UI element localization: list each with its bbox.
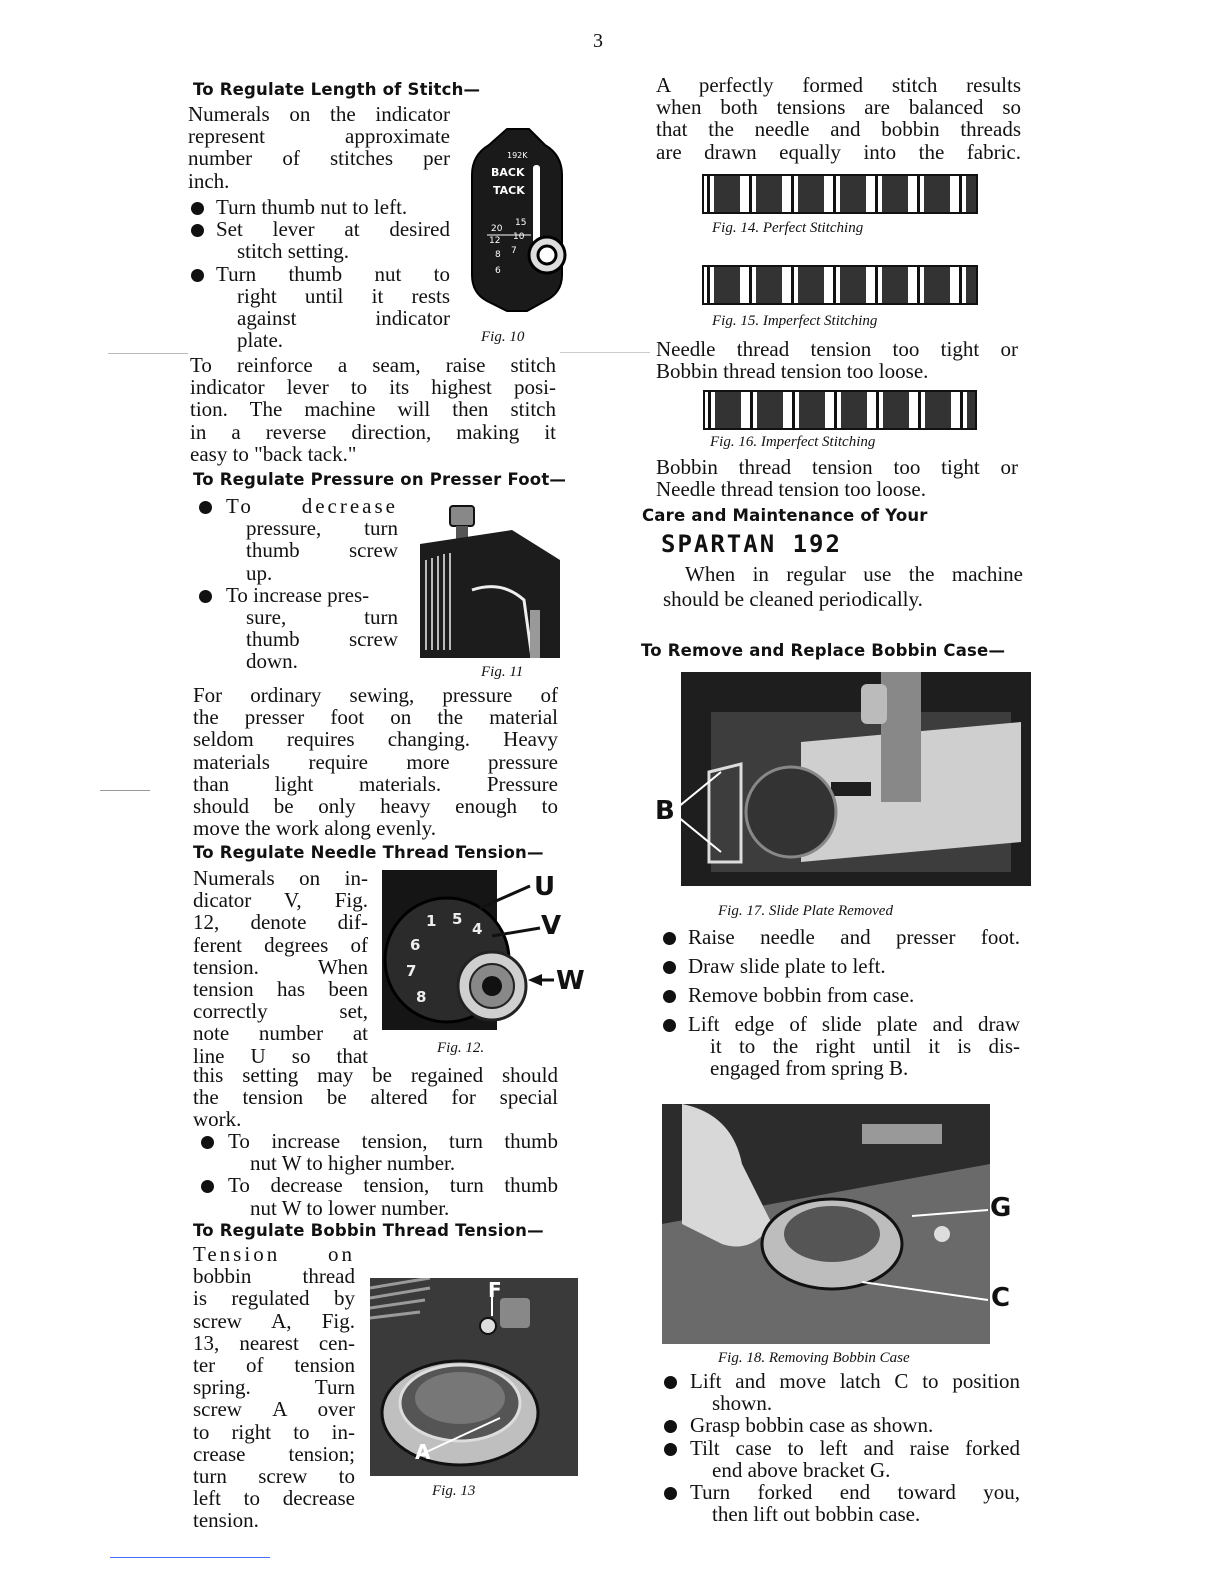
- text-line: Bobbin thread tension too loose.: [656, 359, 929, 384]
- fig13-label-a: A: [415, 1440, 431, 1464]
- bullet-item: [662, 1414, 1020, 1436]
- bullet-dot: [663, 1019, 676, 1032]
- fig11-presser-foot-image: [412, 500, 562, 658]
- bullet-dot: [663, 961, 676, 974]
- text-line: To increase tension, turn thumb: [228, 1129, 558, 1153]
- text-line: screw A over: [193, 1397, 355, 1422]
- text-line: Needle thread tension too tight or: [656, 337, 1018, 361]
- text-line: bobbin thread: [193, 1264, 355, 1289]
- bullet-dot: [664, 1487, 677, 1500]
- text-line: when both tensions are balanced so: [656, 95, 1021, 120]
- remove-bullets: [660, 926, 1020, 1080]
- text-line: right until it rests: [237, 283, 450, 308]
- bullet-dot: [663, 990, 676, 1003]
- text-line: should be cleaned periodically.: [663, 587, 923, 611]
- text-line: tion. The machine will then stitch: [190, 397, 556, 422]
- pressure-bullets: [196, 495, 398, 673]
- text-line: ter of tension: [193, 1352, 355, 1377]
- text-line: stitch setting.: [237, 239, 349, 264]
- text-line: inch.: [188, 168, 230, 193]
- fig12-dial-number: 7: [406, 962, 417, 980]
- fig15-explanation: [656, 338, 1018, 382]
- bullet-item: [660, 984, 1020, 1013]
- text-line: dicator V, Fig.: [193, 888, 368, 913]
- text-line: it to the right until it is dis-: [710, 1034, 1020, 1059]
- text-line: Set lever at desired: [216, 217, 450, 242]
- fig12-caption: Fig. 12.: [437, 1040, 485, 1056]
- perfect-stitch-paragraph: [656, 74, 1021, 163]
- final-bullets: [662, 1370, 1020, 1525]
- bullet-dot: [201, 1136, 214, 1149]
- text-line: ferent degrees of: [193, 932, 368, 957]
- text-line: 13, nearest cen-: [193, 1330, 355, 1355]
- fig18-label-c: C: [991, 1283, 1011, 1313]
- reinforce-paragraph: [190, 354, 556, 465]
- text-line: move the work along evenly.: [193, 816, 436, 841]
- text-line: plate.: [237, 328, 284, 353]
- bullet-item: [196, 495, 398, 584]
- fig10-label: 192K: [507, 151, 528, 160]
- text-line: Turn thumb nut to: [216, 261, 450, 286]
- text-line: up.: [246, 560, 273, 585]
- bullet-item: [660, 926, 1020, 955]
- fig17-label-b: B: [655, 796, 675, 826]
- bullet-dot: [199, 590, 212, 603]
- bullet-dot: [199, 501, 212, 514]
- text-line: Numerals on the indicator: [188, 102, 450, 126]
- brand-spartan-192: SPARTAN 192: [661, 530, 842, 558]
- fig10-label: 20: [491, 224, 503, 234]
- bullet-item: [660, 1013, 1020, 1080]
- stitch-intro: [188, 103, 450, 192]
- text-line: end above bracket G.: [712, 1457, 891, 1482]
- bullet-dot: [191, 202, 204, 215]
- text-line: in a reverse direction, making it: [190, 419, 556, 444]
- fig15-imperfect-stitch-image: [702, 265, 978, 305]
- fig18-label-g: G: [990, 1193, 1012, 1223]
- bullet-item: [188, 263, 450, 352]
- regain-paragraph: [193, 1064, 558, 1131]
- heading-presser-foot: To Regulate Pressure on Presser Foot—: [193, 470, 567, 489]
- fig12-label-v: V: [541, 911, 562, 941]
- text-line: To decrease tension, turn thumb: [228, 1173, 558, 1198]
- fig12-label-w: W: [556, 966, 585, 996]
- fig10-caption: Fig. 10: [481, 329, 525, 345]
- text-line: 12, denote dif-: [193, 910, 368, 935]
- text-line: the presser foot on the material: [193, 705, 558, 730]
- bullet-item: [662, 1437, 1020, 1481]
- bullet-item: [660, 955, 1020, 984]
- bullet-dot: [191, 224, 204, 237]
- fig16-explanation: [656, 456, 1018, 500]
- fig12-dial-number: 1: [426, 912, 437, 930]
- margin-mark: [560, 352, 650, 353]
- text-line: down.: [246, 649, 298, 674]
- bullet-item: [188, 196, 450, 218]
- text-line: to right to in-: [193, 1419, 355, 1444]
- text-line: is regulated by: [193, 1286, 355, 1311]
- text-line: Draw slide plate to left.: [688, 954, 886, 978]
- fig18-removing-bobbin-image: [662, 1104, 990, 1344]
- fig16-imperfect-stitch-image: [703, 390, 977, 430]
- bullet-item: [662, 1370, 1020, 1414]
- text-line: Grasp bobbin case as shown.: [690, 1413, 934, 1438]
- text-line: spring. Turn: [193, 1375, 355, 1400]
- heading-care: Care and Maintenance of Your: [642, 506, 928, 525]
- fig12-dial-number: 4: [472, 920, 483, 938]
- text-line: thumb screw: [246, 538, 398, 563]
- text-line: To increase pres-: [226, 582, 370, 607]
- fig15-caption: Fig. 15. Imperfect Stitching: [712, 313, 878, 329]
- bobbin-tension-paragraph: [193, 1243, 355, 1531]
- text-line: Turn forked end toward you,: [690, 1479, 1020, 1504]
- text-line: easy to "back tack.": [190, 441, 357, 466]
- ordinary-sewing-paragraph: [193, 684, 558, 839]
- text-line: Tilt case to left and raise forked: [690, 1435, 1020, 1460]
- text-line: left to decrease: [193, 1486, 355, 1511]
- fig10-stitch-indicator: [467, 125, 567, 315]
- fig10-label: TACK: [493, 184, 525, 197]
- fig10-lever-slot: [533, 165, 540, 245]
- bullet-item: [188, 218, 450, 262]
- text-line: against indicator: [237, 305, 450, 330]
- text-line: screw A, Fig.: [193, 1308, 355, 1333]
- fig13-screw-f: [480, 1318, 496, 1334]
- fig10-label: 15: [515, 218, 527, 228]
- fig17-caption: Fig. 17. Slide Plate Removed: [718, 903, 893, 919]
- bullet-dot: [664, 1376, 677, 1389]
- bullet-dot: [191, 269, 204, 282]
- margin-mark: [108, 353, 188, 354]
- bullet-item: [198, 1174, 558, 1218]
- text-line: pressure, turn: [246, 516, 398, 541]
- fig11-caption: Fig. 11: [481, 664, 524, 680]
- heading-needle-tension: To Regulate Needle Thread Tension—: [193, 843, 544, 862]
- heading-stitch-length: To Regulate Length of Stitch—: [193, 80, 481, 99]
- text-line: Remove bobbin from case.: [688, 983, 915, 1007]
- bullet-dot: [663, 932, 676, 945]
- text-line: are drawn equally into the fabric.: [656, 139, 1021, 164]
- fig10-label: BACK: [491, 166, 525, 179]
- fig10-label: 12: [489, 236, 501, 246]
- text-line: correctly set,: [193, 999, 368, 1024]
- text-line: tension. When: [193, 954, 368, 979]
- text-line: Lift edge of slide plate and draw: [688, 1012, 1020, 1036]
- text-line: note number at: [193, 1021, 368, 1046]
- bullet-item: [662, 1481, 1020, 1525]
- care-paragraph: [663, 563, 1023, 610]
- fig16-caption: Fig. 16. Imperfect Stitching: [710, 434, 876, 450]
- heading-bobbin-tension: To Regulate Bobbin Thread Tension—: [193, 1221, 544, 1240]
- fig10-label: 8: [495, 250, 501, 260]
- text-line: Needle thread tension too loose.: [656, 477, 927, 502]
- text-line: that the needle and bobbin threads: [656, 117, 1021, 142]
- bullet-dot: [201, 1180, 214, 1193]
- needle-tension-paragraph: [193, 867, 368, 1067]
- text-line: Numerals on in-: [193, 866, 368, 890]
- text-line: tension has been: [193, 976, 368, 1001]
- fig17-slide-plate-image: [681, 672, 1031, 886]
- text-line: seldom requires changing. Heavy: [193, 727, 558, 752]
- text-line: turn screw to: [193, 1463, 355, 1488]
- text-line: To decrease: [226, 494, 398, 518]
- text-line: than light materials. Pressure: [193, 771, 558, 796]
- fig14-perfect-stitch-image: [702, 174, 978, 214]
- fig12-thumb-nut-w: [458, 952, 526, 1020]
- text-line: indicator lever to its highest posi-: [190, 375, 556, 400]
- text-line: tension.: [193, 1508, 259, 1533]
- fig10-label: 10: [513, 232, 525, 242]
- fig12-dial-number: 6: [410, 936, 421, 954]
- text-line: To reinforce a seam, raise stitch: [190, 353, 556, 377]
- fig12-dial-number: 8: [416, 988, 427, 1006]
- heading-remove-bobbin: To Remove and Replace Bobbin Case—: [641, 641, 1006, 660]
- page-number: 3: [593, 30, 603, 52]
- text-line: number of stitches per: [188, 146, 450, 171]
- fig10-label: 7: [511, 246, 517, 256]
- fig13-caption: Fig. 13: [432, 1483, 476, 1499]
- text-line: For ordinary sewing, pressure of: [193, 683, 558, 707]
- text-line: nut W to higher number.: [250, 1151, 456, 1176]
- text-line: When in regular use the machine: [685, 562, 1023, 586]
- text-line: work.: [193, 1107, 242, 1132]
- text-line: this setting may be regained should: [193, 1063, 558, 1087]
- text-line: line U so that: [193, 1043, 368, 1068]
- text-line: sure, turn: [246, 604, 398, 629]
- fig14-caption: Fig. 14. Perfect Stitching: [712, 220, 864, 236]
- fig10-label: 6: [495, 266, 501, 276]
- fig13-label-f: F: [488, 1278, 502, 1302]
- text-line: Tension on: [193, 1242, 355, 1266]
- text-line: thumb screw: [246, 627, 398, 652]
- fig10-thumb-nut: [529, 237, 565, 273]
- bullet-dot: [664, 1420, 677, 1433]
- tension-bullets: [198, 1130, 558, 1219]
- text-line: Turn thumb nut to left.: [216, 195, 408, 219]
- text-line: shown.: [712, 1391, 773, 1416]
- text-line: the tension be altered for special: [193, 1085, 558, 1110]
- fig12-dial-number: 5: [452, 910, 463, 928]
- text-line: engaged from spring B.: [710, 1056, 909, 1081]
- text-line: materials require more pressure: [193, 749, 558, 774]
- bullet-dot: [664, 1443, 677, 1456]
- text-line: crease tension;: [193, 1441, 355, 1466]
- text-line: should be only heavy enough to: [193, 793, 558, 818]
- margin-mark: [100, 790, 150, 791]
- text-line: A perfectly formed stitch results: [656, 73, 1021, 97]
- text-line: Lift and move latch C to position: [690, 1369, 1020, 1393]
- text-line: Bobbin thread tension too tight or: [656, 455, 1018, 479]
- margin-mark: [110, 1557, 270, 1558]
- stitch-bullets: [188, 196, 450, 351]
- fig12-label-u: U: [534, 872, 556, 902]
- fig13-bobbin-case-image: [370, 1278, 578, 1476]
- text-line: then lift out bobbin case.: [712, 1502, 921, 1527]
- text-line: represent approximate: [188, 124, 450, 149]
- bullet-item: [198, 1130, 558, 1174]
- fig18-caption: Fig. 18. Removing Bobbin Case: [718, 1350, 910, 1366]
- text-line: Raise needle and presser foot.: [688, 925, 1020, 949]
- bullet-item: [196, 584, 398, 673]
- text-line: nut W to lower number.: [250, 1195, 450, 1220]
